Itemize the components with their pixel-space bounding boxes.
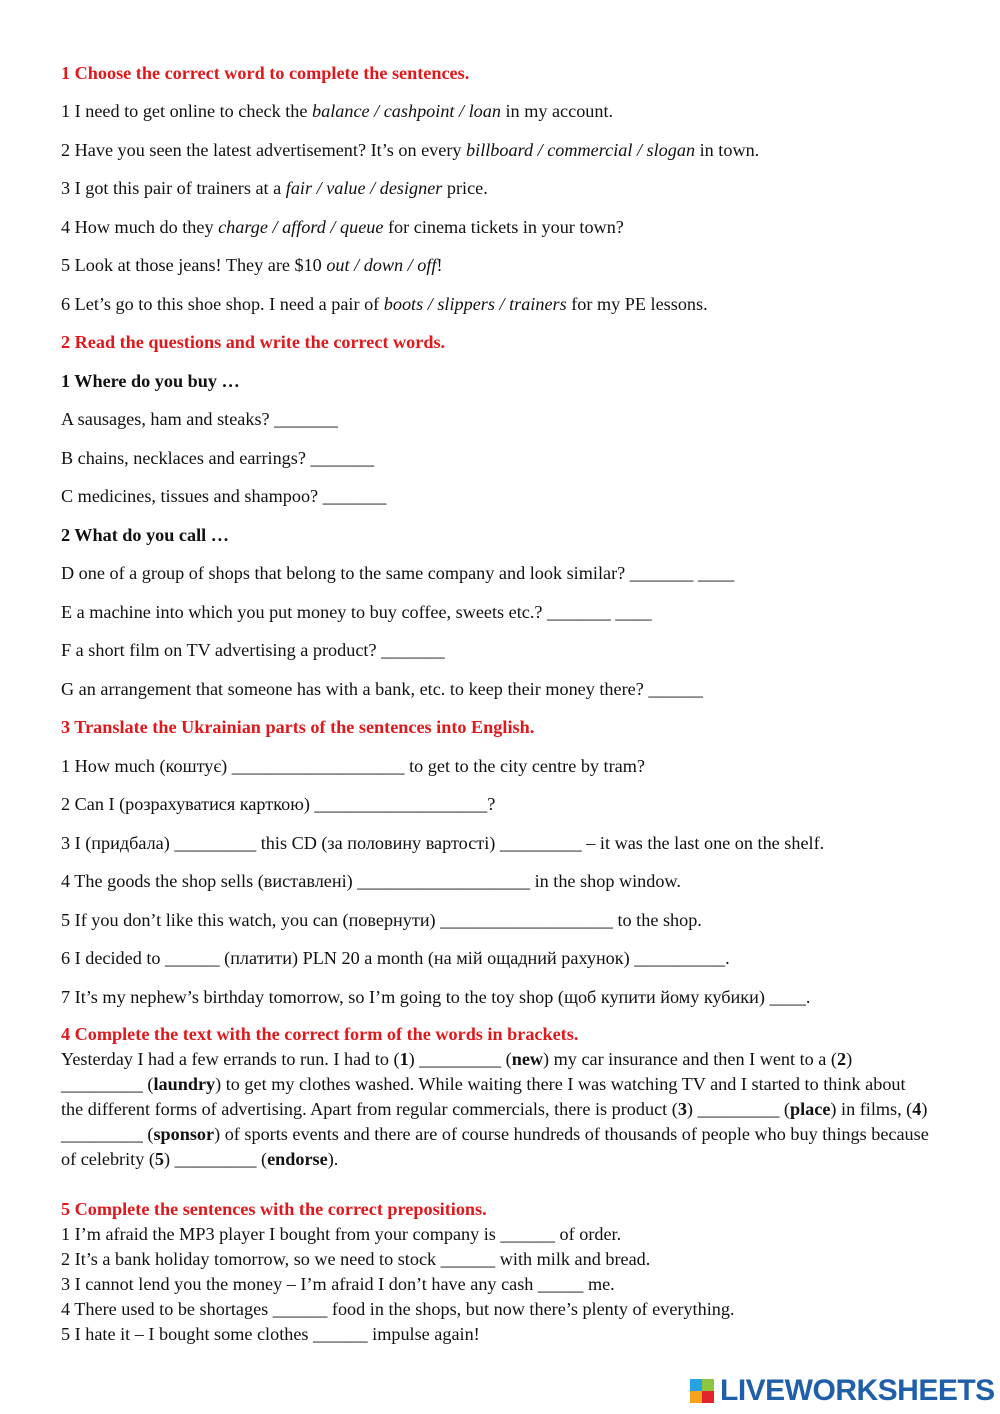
s2-question-1: 1 Where do you buy … xyxy=(61,371,240,391)
s2-item-b[interactable]: B chains, necklaces and earrings? _______ xyxy=(61,448,375,468)
s3-sentence-7[interactable]: 7 It’s my nephew’s birthday tomorrow, so I’m going to the toy shop (щоб купити йому кубики) ____. xyxy=(61,987,811,1007)
s1-sentence-6: 6 Let’s go to this shoe shop. I need a pair of boots / slippers / trainers for my PE lessons. xyxy=(61,294,708,314)
s3-sentence-4[interactable]: 4 The goods the shop sells (виставлені) ___________________ in the shop window. xyxy=(61,871,681,891)
s2-item-a[interactable]: A sausages, ham and steaks? _______ xyxy=(61,409,338,429)
s1-sentence-4: 4 How much do they charge / afford / queue for cinema tickets in your town? xyxy=(61,217,624,237)
s1-sentence-2: 2 Have you seen the latest advertisement? It’s on every billboard / commercial / slogan in town. xyxy=(61,140,760,160)
s5-sentence-4[interactable]: 4 There used to be shortages ______ food in the shops, but now there’s plenty of everything. xyxy=(61,1299,735,1319)
s1-sentence-1: 1 I need to get online to check the balance / cashpoint / loan in my account. xyxy=(61,101,614,121)
section-4 xyxy=(61,1022,931,1172)
s3-sentence-1[interactable]: 1 How much (коштує) ___________________ to get to the city centre by tram? xyxy=(61,756,645,776)
s3-sentence-3[interactable]: 3 I (придбала) _________ this CD (за половину вартості) _________ – it was the last one on the shelf. xyxy=(61,833,825,853)
s5-sentence-1[interactable]: 1 I’m afraid the MP3 player I bought from your company is ______ of order. xyxy=(61,1224,622,1244)
s3-sentence-5[interactable]: 5 If you don’t like this watch, you can (повернути) ___________________ to the shop. xyxy=(61,910,702,930)
s1-sentence-3: 3 I got this pair of trainers at a fair / value / designer price. xyxy=(61,178,488,198)
section-2-heading: 2 Read the questions and write the correct words. xyxy=(61,332,446,352)
s5-sentence-5[interactable]: 5 I hate it – I bought some clothes ______ impulse again! xyxy=(61,1324,480,1344)
s5-sentence-3[interactable]: 3 I cannot lend you the money – I’m afraid I don’t have any cash _____ me. xyxy=(61,1274,615,1294)
liveworksheets-logo-icon xyxy=(690,1379,714,1403)
s2-item-d[interactable]: D one of a group of shops that belong to the same company and look similar? _______ ____ xyxy=(61,563,735,583)
liveworksheets-logo[interactable] xyxy=(690,1374,995,1408)
s2-question-2: 2 What do you call … xyxy=(61,525,229,545)
section-3-heading: 3 Translate the Ukrainian parts of the sentences into English. xyxy=(61,717,535,737)
s2-item-g[interactable]: G an arrangement that someone has with a bank, etc. to keep their money there? ______ xyxy=(61,679,703,699)
section-5-heading: 5 Complete the sentences with the correct prepositions. xyxy=(61,1199,487,1219)
s2-item-c[interactable]: C medicines, tissues and shampoo? _______ xyxy=(61,486,387,506)
s4-paragraph[interactable]: Yesterday I had a few errands to run. I had to (1) _________ (new) my car insurance and then I went to a (2) _________ (laundry) to get my clothes washed. While waiting there I was watching TV and I started to think about the different forms of advertising. Apart from regular commercials, there is product (3) _________ (place) in films, (4) _________ (sponsor) of sports events and there are of course hundreds of thousands of people who buy things because of celebrity (5) _________ (endorse). xyxy=(61,1049,929,1169)
s3-sentence-2[interactable]: 2 Can I (розрахуватися карткою) ___________________? xyxy=(61,794,496,814)
section-5 xyxy=(61,1197,941,1347)
s3-sentence-6[interactable]: 6 I decided to ______ (платити) PLN 20 a month (на мій ощадний рахунок) __________. xyxy=(61,948,730,968)
s2-item-f[interactable]: F a short film on TV advertising a product? _______ xyxy=(61,640,445,660)
section-1-heading: 1 Choose the correct word to complete the sentences. xyxy=(61,63,470,83)
s2-item-e[interactable]: E a machine into which you put money to buy coffee, sweets etc.? _______ ____ xyxy=(61,602,652,622)
s5-sentence-2[interactable]: 2 It’s a bank holiday tomorrow, so we need to stock ______ with milk and bread. xyxy=(61,1249,651,1269)
s1-sentence-5: 5 Look at those jeans! They are $10 out / down / off! xyxy=(61,255,443,275)
logo-text: LIVEWORKSHEETS xyxy=(720,1374,995,1407)
section-4-heading: 4 Complete the text with the correct form of the words in brackets. xyxy=(61,1024,579,1044)
